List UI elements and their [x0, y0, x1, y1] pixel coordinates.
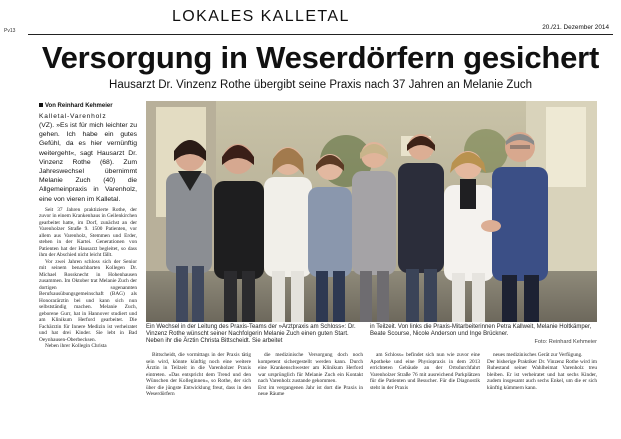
byline [39, 103, 113, 109]
byline-text: Von Reinhard Kehmeier [45, 103, 113, 109]
left-column [39, 113, 137, 350]
caption-left: Ein Wechsel in der Leitung des Praxis-Teams der »Arztpraxis am Schloss«: Dr. Vinzenz Rothe wünscht seiner Nachfolgerin Melanie Zuch einen guten Start. Neben ihr die Ärztin Christa Bittscheidt. Sie arbeitet [146, 324, 356, 345]
text-column-3 [258, 352, 363, 398]
headline: Versorgung in Weserdörfern gesichert [41, 40, 600, 75]
column-text: die medizinische Versorgung doch noch kompetent sichergestellt werden kann. Durch eine Krankenschwester am Klinikum Herford war ursprünglich für Melanie Zuch ein Kontakt nach Varenholz zustande gekommen. Erst im vergangenen Jahr ist dort die Praxis in neue Räume [258, 352, 363, 397]
body-paragraph: Neben ihrer Kollegin Christa [45, 343, 107, 350]
group-photo [146, 101, 597, 322]
caption-right: in Teilzeit. Von links die Praxis-Mitarbeiterinnen Petra Kallweit, Melanie Holtkämper, Beate Scourse, Nicole Anderson und Inge Brückner. [370, 324, 592, 338]
photo-credit: Foto: Reinhard Kehmeier [534, 339, 597, 345]
section-title: LOKALES KALLETAL [172, 8, 350, 25]
body-text [39, 207, 137, 350]
body-paragraph: Vor zwei Jahren schloss sich der Senior mit seinem benachbarten Kollegen Dr. Michael Rossknecht in Hohenhausen zusammen. Im Oktober trat Melanie Zuch der dortigen sogenannten Berufsausübungsgemeinschaft (BAG) als Honorarärztin bei und kann sich nun selbstständig machen. Melanie Zuch, geborene Gurr, hat in Hannover studiert und am Klinikum Herford gearbeitet. Die Fachärztin für Innere Medizin ist verheiratet und hat drei Kinder. Sie lebt in Bad Oeynhausen-Oberbecksen. [39, 258, 137, 343]
issue-date: 20./21. Dezember 2014 [542, 24, 609, 31]
byline-square-icon [39, 103, 43, 107]
lead-paragraph: (VZ). »Es ist für mich leichter zu gehen. Ich habe ein gutes Gefühl, da es hier vernünftig weitergeht«, sagt Hausarzt Dr. Vinzenz Rothe (68). Zum Jahreswechsel übernimmt Melanie Zuch (40) die Allgemeinpraxis in Varenholz, eine von vieren im Kalletal. [39, 122, 137, 203]
column-text: am Schloss« befindet sich nun wie zuvor eine Apotheke und eine Physiopraxis in dem 2013 errichteten Gebäude an der Ortsdurchfahrt Varenholzer Straße 76 mit ausreichend Parkplätzen für die Patienten und Besucher. Für die Diagnostik steht in der Praxis [370, 352, 480, 391]
header-rule [28, 34, 613, 35]
text-column-4 [370, 352, 480, 391]
page-id: Pv13 [4, 28, 16, 34]
text-column-5 [487, 352, 597, 391]
text-column-2 [146, 352, 251, 398]
body-paragraph: Seit 37 Jahren praktizierte Rothe, der zuvor in einem Krankenhaus in Geilenkirchen gearbeitet hatte, im Dorf, zunächst an der Varenholzer Straße 9. 1500 Patienten, vor allem aus Varenholz, Stemmen und Erder, stehen in der Kartei. Generationen von Patienten hat der Hausarzt begleitet, so dass ihm der Abschied nicht leicht fällt. [39, 206, 137, 259]
column-text: Bittscheidt, die vormittags in der Praxis tätig sein wird, könnte künftig noch eine weitere Ärztin in Teilzeit in die Varenholzer Praxis eintreten. »Das entspricht dem Trend und den Wünschen der Kolleginnen«, so Rothe, der sich über die jüngste Entwicklung freut, dass in den Weserdörfern [146, 352, 251, 397]
dateline: Kalletal-Varenholz [39, 113, 107, 120]
subheadline: Hausarzt Dr. Vinzenz Rothe übergibt seine Praxis nach 37 Jahren an Melanie Zuch [109, 79, 532, 91]
column-text: neues medizinisches Gerät zur Verfügung. Der bisherige Praktiker Dr. Vinzenz Rothe wird im Ruhestand seiner Wahlheimat Varenholz treu bleiben. Er ist verheiratet und hat sechs Kinder, zudem insgesamt auch sechs Enkel, um die er sich künftig kümmern kann. [487, 352, 597, 391]
